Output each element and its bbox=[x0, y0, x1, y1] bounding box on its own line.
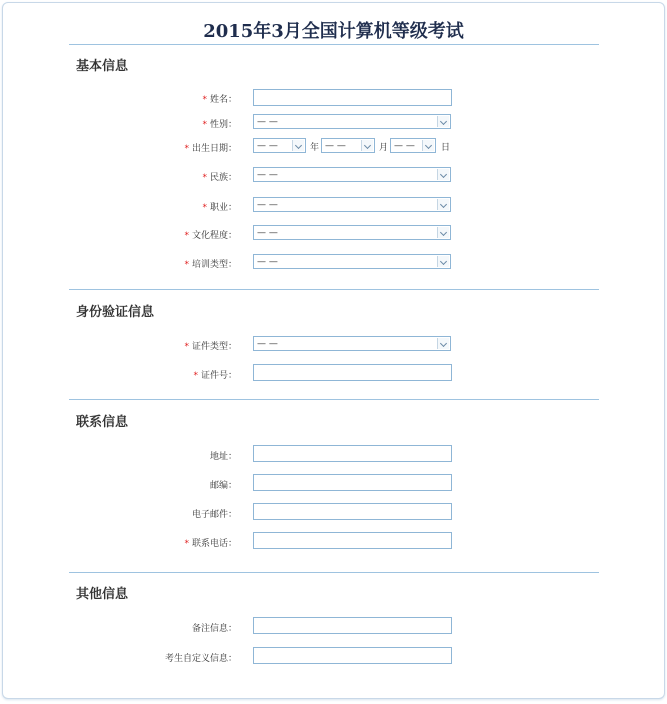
id-type-select-value: — — bbox=[257, 339, 278, 349]
ethnicity-select-value: — — bbox=[257, 170, 278, 180]
id-type-select[interactable] bbox=[253, 336, 451, 351]
chevron-down-icon bbox=[292, 140, 304, 151]
birth-month-select[interactable] bbox=[321, 138, 375, 153]
title-divider bbox=[69, 44, 599, 45]
training-label-text: 培训类型： bbox=[191, 260, 237, 270]
occupation-select-value: — — bbox=[257, 200, 278, 210]
ethnicity-label bbox=[202, 170, 237, 183]
page-title: 2015年3月全国计算机等级考试 bbox=[203, 21, 464, 42]
day-unit: 日 bbox=[441, 143, 451, 153]
occupation-label-text: 职业： bbox=[209, 203, 237, 213]
section-divider bbox=[69, 572, 599, 573]
birth-year-value: — — bbox=[257, 141, 278, 151]
email-label: 电子邮件： bbox=[191, 510, 237, 520]
month-unit: 月 bbox=[379, 143, 389, 153]
required-marker: * bbox=[184, 539, 189, 549]
remarks-input[interactable] bbox=[253, 617, 452, 634]
id-number-label bbox=[193, 368, 237, 381]
chevron-down-icon bbox=[361, 140, 373, 151]
birth-day-select[interactable] bbox=[390, 138, 436, 153]
chevron-down-icon bbox=[437, 256, 449, 267]
training-select-value: — — bbox=[257, 257, 278, 267]
gender-select-value: — — bbox=[257, 117, 278, 127]
year-unit: 年 bbox=[310, 143, 320, 153]
id-number-input[interactable] bbox=[253, 364, 452, 381]
required-marker: * bbox=[184, 342, 189, 352]
education-select[interactable] bbox=[253, 225, 451, 240]
custom-info-label: 考生自定义信息： bbox=[164, 654, 237, 664]
address-input[interactable] bbox=[253, 445, 452, 462]
name-label-text: 姓名： bbox=[209, 95, 237, 105]
chevron-down-icon bbox=[437, 169, 449, 180]
custom-info-input[interactable] bbox=[253, 647, 452, 664]
name-label bbox=[202, 92, 237, 105]
id-number-label-text: 证件号： bbox=[200, 371, 237, 381]
phone-label-text: 联系电话： bbox=[191, 539, 237, 549]
birth-year-select[interactable] bbox=[253, 138, 306, 153]
ethnicity-label-text: 民族： bbox=[209, 173, 237, 183]
section-title-basic: 基本信息 bbox=[76, 59, 129, 74]
chevron-down-icon bbox=[437, 116, 449, 127]
postcode-input[interactable] bbox=[253, 474, 452, 491]
education-label bbox=[184, 228, 237, 241]
address-label: 地址： bbox=[209, 452, 237, 462]
required-marker: * bbox=[184, 231, 189, 241]
birth-month-value: — — bbox=[325, 141, 346, 151]
required-marker: * bbox=[184, 260, 189, 270]
required-marker: * bbox=[202, 120, 207, 130]
training-label bbox=[184, 257, 237, 270]
required-marker: * bbox=[193, 371, 198, 381]
occupation-label bbox=[202, 200, 237, 213]
phone-input[interactable] bbox=[253, 532, 452, 549]
gender-select[interactable] bbox=[253, 114, 451, 129]
postcode-label: 邮编： bbox=[209, 481, 237, 491]
section-title-other: 其他信息 bbox=[76, 587, 129, 602]
form-panel bbox=[2, 2, 665, 699]
section-title-identity: 身份验证信息 bbox=[76, 305, 155, 320]
email-input[interactable] bbox=[253, 503, 452, 520]
required-marker: * bbox=[202, 95, 207, 105]
required-marker: * bbox=[184, 144, 189, 154]
name-input[interactable] bbox=[253, 89, 452, 106]
education-label-text: 文化程度： bbox=[191, 231, 237, 241]
section-divider bbox=[69, 399, 599, 400]
required-marker: * bbox=[202, 173, 207, 183]
id-type-label bbox=[184, 339, 237, 352]
education-select-value: — — bbox=[257, 228, 278, 238]
birth-label bbox=[184, 141, 237, 154]
remarks-label: 备注信息： bbox=[191, 624, 237, 634]
chevron-down-icon bbox=[437, 199, 449, 210]
occupation-select[interactable] bbox=[253, 197, 451, 212]
gender-label-text: 性别： bbox=[209, 120, 237, 130]
birth-day-value: — — bbox=[394, 141, 415, 151]
gender-label bbox=[202, 117, 237, 130]
chevron-down-icon bbox=[422, 140, 434, 151]
section-divider bbox=[69, 289, 599, 290]
birth-label-text: 出生日期： bbox=[191, 144, 237, 154]
required-marker: * bbox=[202, 203, 207, 213]
phone-label bbox=[184, 536, 237, 549]
training-select[interactable] bbox=[253, 254, 451, 269]
chevron-down-icon bbox=[437, 338, 449, 349]
ethnicity-select[interactable] bbox=[253, 167, 451, 182]
id-type-label-text: 证件类型： bbox=[191, 342, 237, 352]
section-title-contact: 联系信息 bbox=[76, 415, 129, 430]
chevron-down-icon bbox=[437, 227, 449, 238]
